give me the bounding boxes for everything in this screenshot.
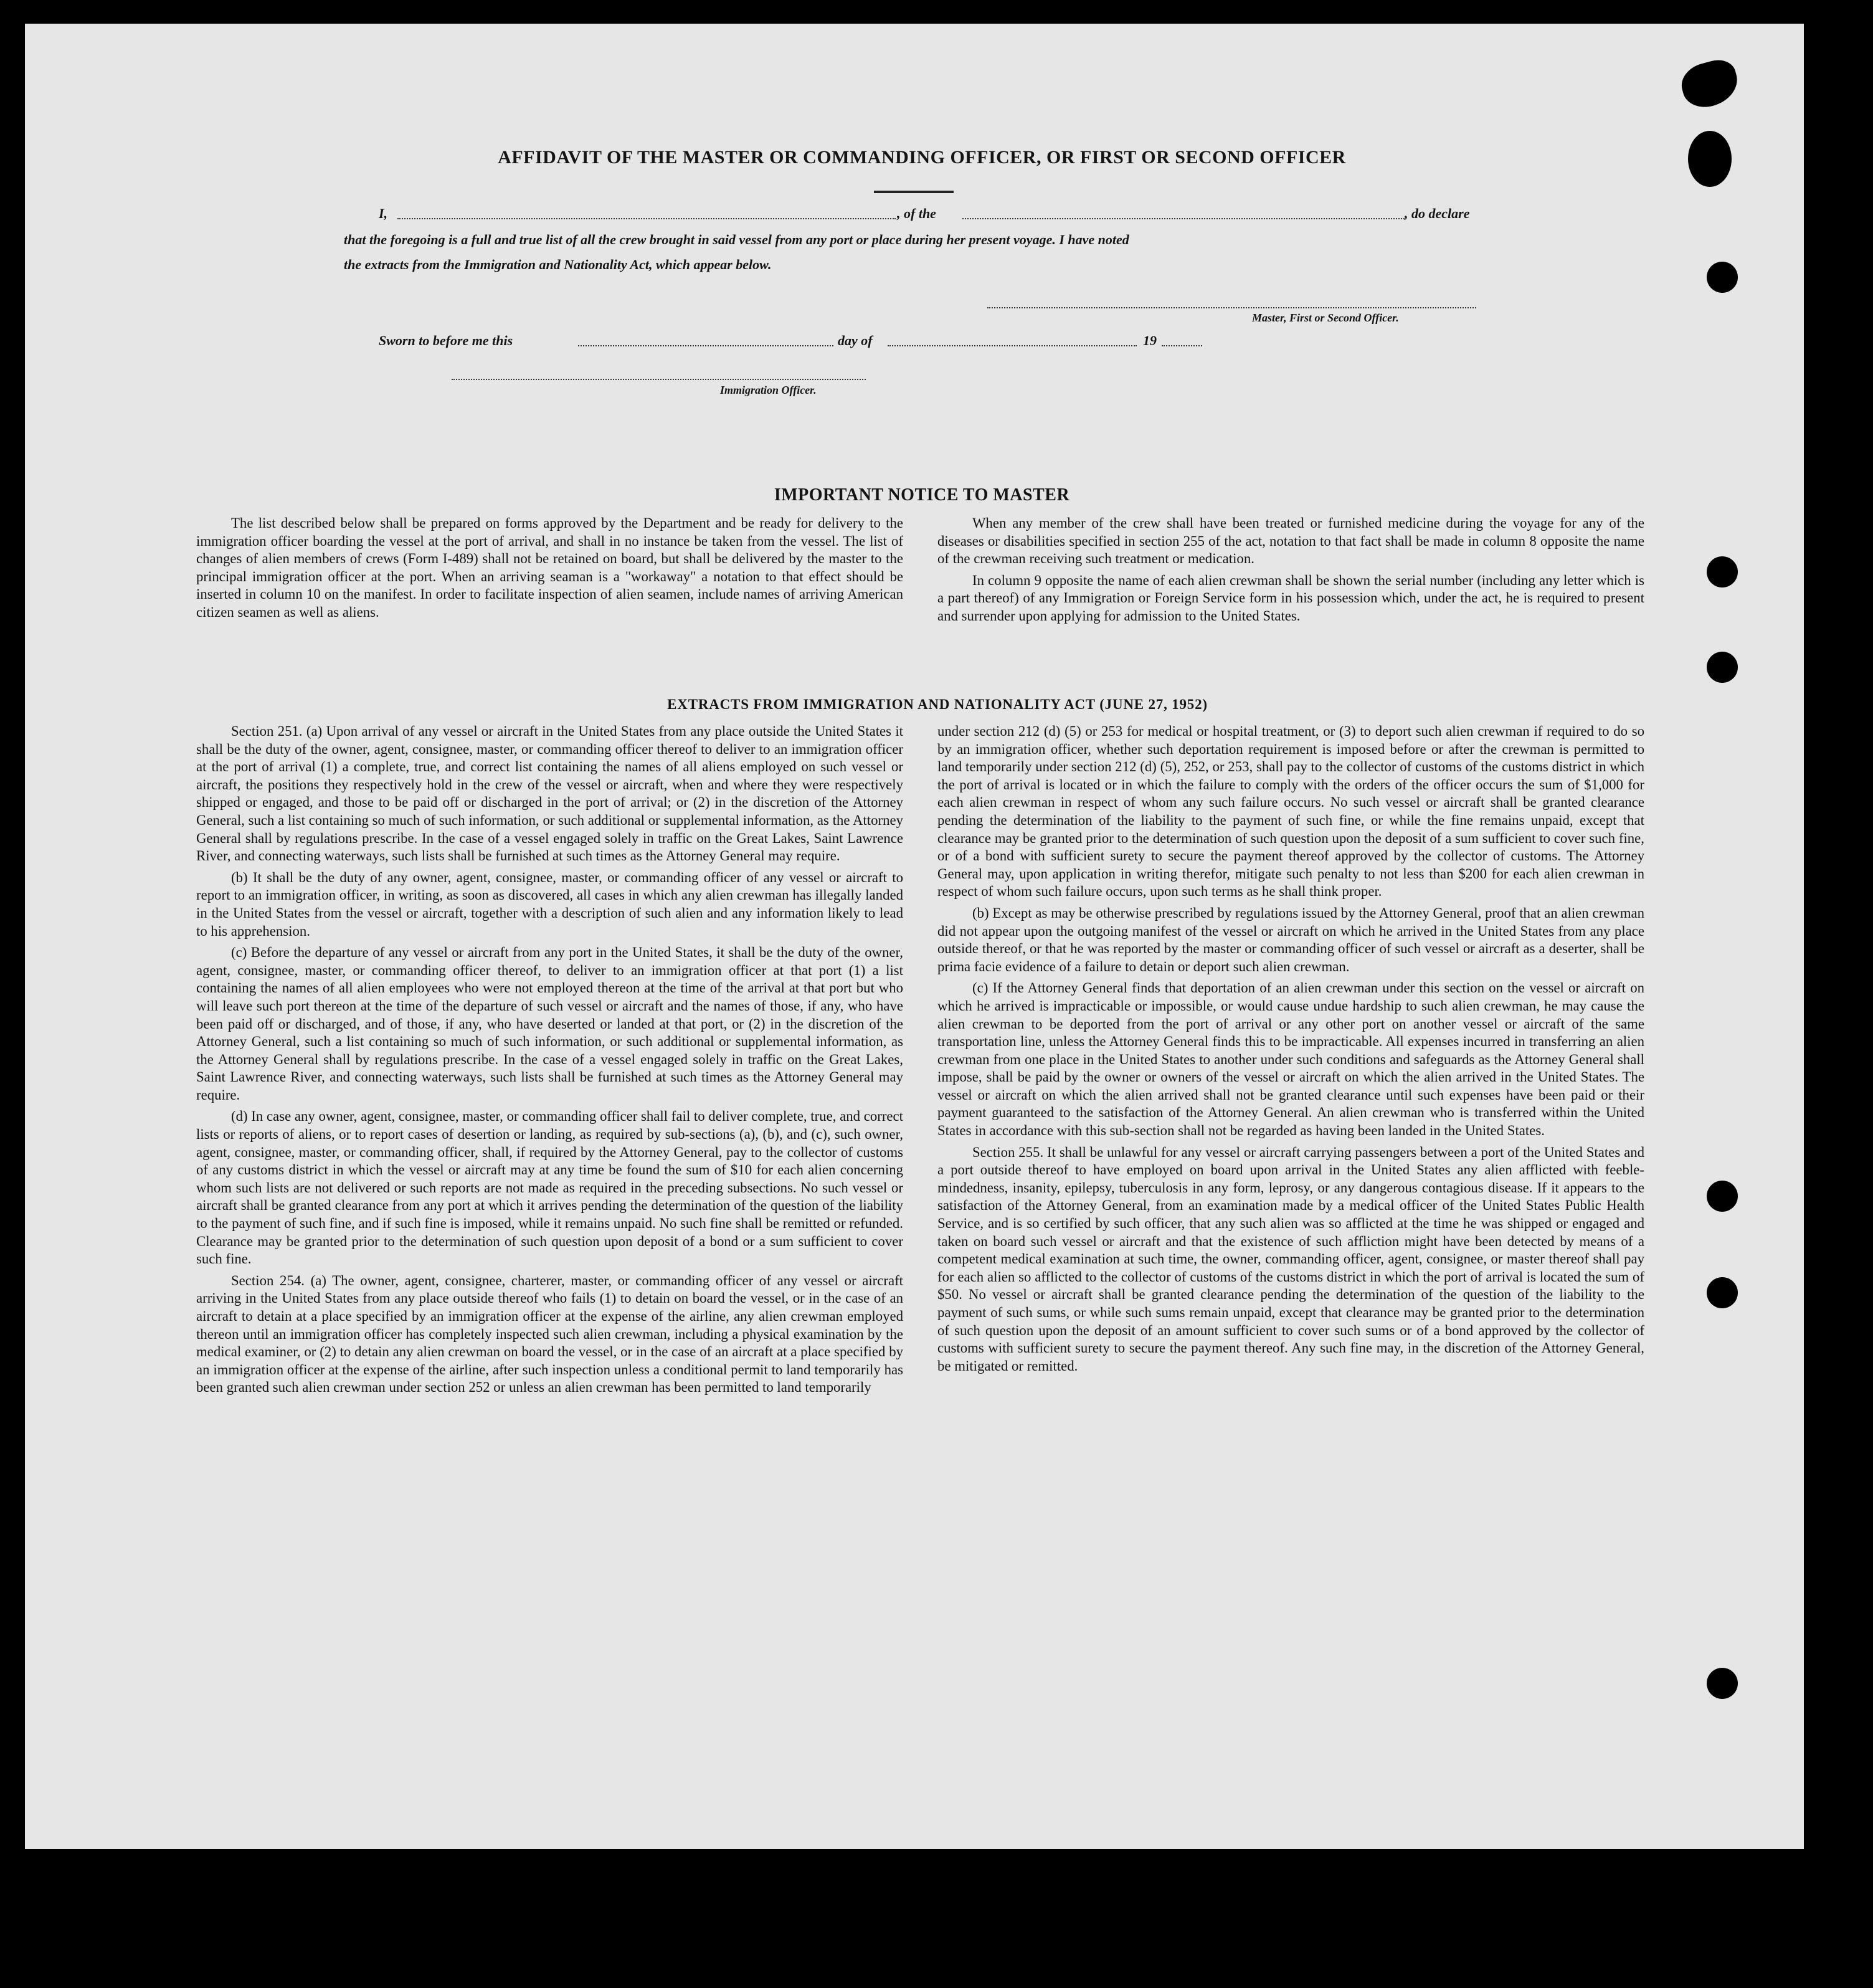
extracts-left-column [196,723,903,1401]
vessel-name-field[interactable] [962,218,1405,219]
document-page [25,24,1804,1849]
notice-right-column [937,515,1644,629]
section-251-d: (d) In case any owner, agent, consignee, master, or commanding officer shall fail to deliver complete, true, and correct lists or reports of aliens, or to report cases of desertion or landing, as required by sub-sections (a), (b), and (c), such owner, agent, consignee, master, or commanding officer, shall, if required by the Attorney General, pay to the collector of customs of any customs district in which the vessel or aircraft may at any time be found the sum of $10 for each alien concerning whom such lists are not delivered or such reports are not made as required in the preceding subsections. No such vessel or aircraft shall be granted clearance from any port at which it arrives pending the determination of the question of the liability to the payment of such fine, and if such fine is imposed, while it remains unpaid. No such fine shall be remitted or refunded. Clearance may be granted prior to the determination of such question upon deposit of a bond or a sum sufficient to cover such fine. [196,1108,903,1267]
notice-left-paragraph: The list described below shall be prepared on forms approved by the Department and be ready for delivery to the immigration officer boarding the vessel at the port of arrival, and shall in no instance be taken from the vessel. The list of changes of alien members of crews (Form I-489) shall not be retained on board, but shall be delivered by the master to the principal immigration officer at the port. When an arriving seaman is a "workaway" a notation to that effect should be inserted in column 10 on the manifest. In order to facilitate inspection of alien seamen, include names of arriving American citizen seamen as well as aliens. [196,515,903,620]
master-signature-caption: Master, First or Second Officer. [1252,312,1399,324]
affidavit-i-label: I, [379,206,388,221]
section-254-a-continued: under section 212 (d) (5) or 253 for medical or hospital treatment, or (3) to deport such alien crewman if required to do so by an immigration officer, whether such deportation requirement is imposed before or after the crewman is permitted to land temporarily under section 212 (d) (5), 252, or 253, shall pay to the collector of customs of the customs district in which the port of arrival is located or in which the failure to comply with the orders of the officer occurs the sum of $1,000 for each alien crewman in respect of whom any such failure occurs. No such vessel or aircraft shall be granted clearance pending the determination of the liability to the payment of such fine, or while the fine remains unpaid, except that clearance may be granted prior to the determination of such question upon the deposit of a sum sufficient to cover such fine, or of a bond with sufficient surety to secure the payment thereof approved by the collector of customs. The Attorney General may, upon application in writing therefor, mitigate such penalty to not less than $200 for each alien crewman in respect of whom such failure occurs, upon such terms as he shall think proper. [937,723,1644,900]
punch-hole [1707,1277,1738,1308]
punch-hole [1707,1668,1738,1699]
sworn-day-field[interactable] [578,345,833,346]
immigration-officer-caption: Immigration Officer. [720,384,817,396]
torn-edge [1688,131,1732,187]
title-rule [874,191,954,193]
affidavit-line-3: the extracts from the Immigration and Nationality Act, which appear below. [344,257,772,272]
notice-title: IMPORTANT NOTICE TO MASTER [774,485,1070,505]
year-prefix-label: 19 [1143,333,1157,348]
affidavit-of-the-label: , of the [897,206,936,221]
section-254-a: Section 254. (a) The owner, agent, consignee, charterer, master, or commanding officer of any vessel or aircraft arriving in the United States from any place outside thereof who fails (1) to detain on board the vessel, or in the case of an aircraft to detain at a place specified by an immigration officer at the expense of the airline, any alien crewman employed thereon until an immigration officer has completely inspected such alien crewman, including a physical examination by the medical examiner, or (2) to detain any alien crewman on board the vessel, or in the case of an aircraft at a place specified by an immigration officer at the expense of the airline, after such inspection unless a conditional permit to land temporarily has been granted such alien crewman under section 252 or unless an alien crewman has been permitted to land temporarily [196,1272,903,1396]
extracts-title: EXTRACTS FROM IMMIGRATION AND NATIONALITY ACT (JUNE 27, 1952) [667,697,1208,712]
extracts-right-column [937,723,1644,1379]
affidavit-line-2: that the foregoing is a full and true list of all the crew brought in said vessel from any port or place during her present voyage. I have noted [344,232,1129,247]
sworn-label: Sworn to before me this [379,333,513,348]
punch-hole [1707,1181,1738,1212]
section-254-b: (b) Except as may be otherwise prescribed by regulations issued by the Attorney General, proof that an alien crewman did not appear upon the outgoing manifest of the vessel or aircraft on which he arrived in the United States from any place outside thereof, or that he was reported by the master or commanding officer of such vessel or aircraft as a deserter, shall be prima facie evidence of a failure to detain or deport such alien crewman. [937,905,1644,974]
notice-left-column [196,515,903,625]
section-251-c: (c) Before the departure of any vessel or aircraft from any port in the United States, it shall be the duty of the owner, agent, consignee, master, or commanding officer thereof, to deliver to an immigration officer at that port (1) a list containing the names of all alien employees who were not employed thereon at the time of the arrival at that port but who will leave such port thereon at the time of the departure of such vessel or aircraft and the names of those, if any, who have been paid off or discharged, and of those, if any, who have deserted or landed at that port, or (2) in the discretion of the Attorney General, such a list containing so much of such information, or such additional or supplemental information, as the Attorney General shall by regulations prescribe. In the case of a vessel engaged solely in traffic on the Great Lakes, Saint Lawrence River, and connecting waterways, such lists shall be furnished at such times as the Attorney General may require. [196,944,903,1103]
immigration-officer-signature-field[interactable] [452,379,866,380]
punch-hole [1707,556,1738,587]
section-251-a: Section 251. (a) Upon arrival of any vessel or aircraft in the United States from any place outside the United States it shall be the duty of the owner, agent, consignee, master, or commanding officer thereof to deliver to an immigration officer at the port of arrival (1) a complete, true, and correct list containing the names of all aliens employed on such vessel or aircraft, the positions they respectively hold in the crew of the vessel or aircraft, when and where they were respectively shipped or engaged, and those to be paid off or discharged in the port of arrival; or (2) in the discretion of the Attorney General, such a list containing so much of such information, or such additional or supplemental information, as the Attorney General shall by regulations prescribe. In the case of a vessel engaged solely in traffic on the Great Lakes, Saint Lawrence River, and connecting waterways, such lists shall be furnished at such times as the Attorney General may require. [196,723,903,864]
notice-right-paragraph-1: When any member of the crew shall have been treated or furnished medicine during the voyage for any of the diseases or disabilities specified in section 255 of the act, notation to that fact shall be made in column 8 opposite the name of the crewman receiving such treatment or medication. [937,515,1644,567]
section-254-c: (c) If the Attorney General finds that deportation of an alien crewman under this section on the vessel or aircraft on which he arrived is impracticable or impossible, or would cause undue hardship to such alien crewman, he may cause the alien crewman to be deported from the port of arrival or any other port on another vessel or aircraft of the same transportation line, unless the Attorney General finds this to be impracticable. All expenses incurred in transferring an alien crewman from one place in the United States to another under such conditions and safeguards as the Attorney General shall impose, shall be paid by the owner or owners of the vessel or aircraft on which the alien arrived in the United States. The vessel or aircraft on which the alien arrived shall not be granted clearance until such expenses have been paid or their payment guaranteed to the satisfaction of the Attorney General. An alien crewman who is transferred within the United States in accordance with this sub-section shall not be regarded as having been landed in the United States. [937,980,1644,1139]
sworn-year-field[interactable] [1162,345,1202,346]
declarant-name-field[interactable] [397,218,896,219]
notice-right-paragraph-2: In column 9 opposite the name of each alien crewman shall be shown the serial number (including any letter which is a part thereof) of any Immigration or Foreign Service form in his possession which, under the act, he is required to present and surrender upon applying for admission to the United States. [937,572,1644,624]
section-255: Section 255. It shall be unlawful for any vessel or aircraft carrying passengers between a port of the United States and a port outside thereof to have employed on board upon arrival in the United States any alien afflicted with feeble-mindedness, insanity, epilepsy, tuberculosis in any form, leprosy, or any dangerous contagious disease. If it appears to the satisfaction of the Attorney General, from an examination made by a medical officer of the United States Public Health Service, and is so certified by such officer, that any such alien was so afflicted at the time he was shipped or engaged and taken on board such vessel or aircraft and that the existence of such affliction might have been detected by means of a competent medical examination at such time, the owner, commanding officer, agent, consignee, or master thereof shall pay for each alien so afflicted to the collector of customs of the customs district in which the port of arrival is located the sum of $50. No vessel or aircraft shall be granted clearance pending the determination of the question of the liability to the payment of such sums, or while such sums remain unpaid, except that clearance may be granted prior to the determination of such question upon the deposit of an amount sufficient to cover such sums or of a bond approved by the collector of customs with sufficient surety to secure the payment thereof. Any such fine may, in the discretion of the Attorney General, be mitigated or remitted. [937,1144,1644,1374]
day-of-label: day of [838,333,873,348]
sworn-month-field[interactable] [888,345,1137,346]
affidavit-title: AFFIDAVIT OF THE MASTER OR COMMANDING OFFICER, OR FIRST OR SECOND OFFICER [498,147,1346,168]
punch-hole [1707,262,1738,293]
section-251-b: (b) It shall be the duty of any owner, agent, consignee, master, or commanding officer of any vessel or aircraft to report to an immigration officer, in writing, as soon as discovered, all cases in which any alien crewman has illegally landed in the United States from the vessel or aircraft, together with a description of such alien and any information likely to lead to his apprehension. [196,869,903,939]
master-signature-field[interactable] [987,307,1476,308]
punch-hole [1707,652,1738,683]
affidavit-do-declare-label: , do declare [1405,206,1470,221]
